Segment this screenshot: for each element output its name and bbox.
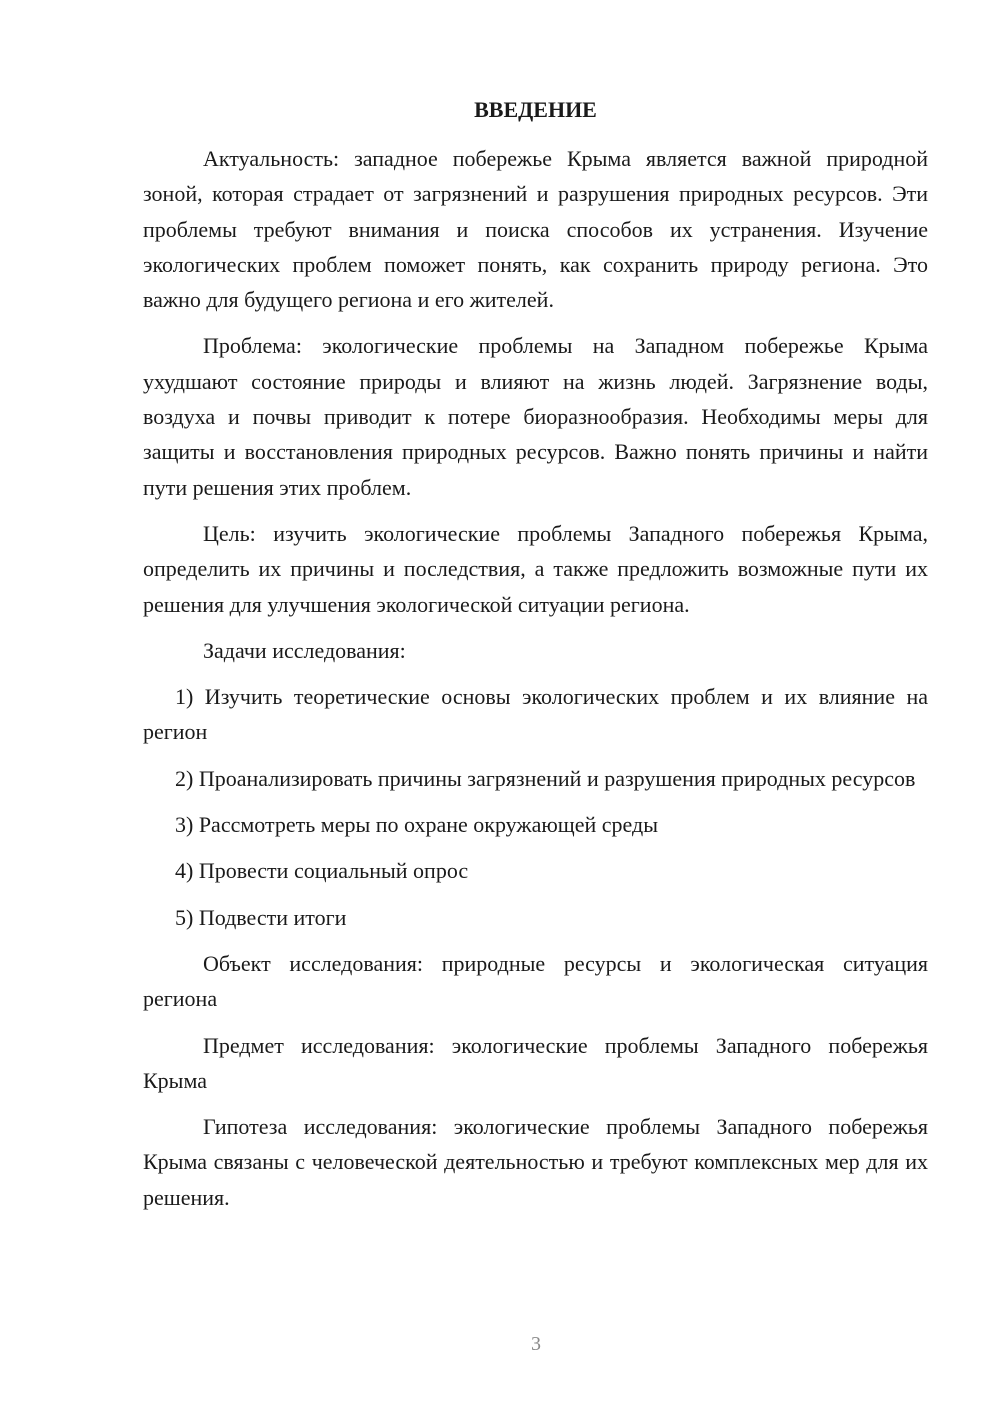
object-paragraph: Объект исследования: природные ресурсы и экологическая ситуация региона [143, 950, 928, 1012]
task-item-1: 1) Изучить теоретические основы экологических проблем и их влияние на регион [143, 684, 928, 745]
problem-paragraph: Проблема: экологические проблемы на Западном побережье Крыма ухудшают состояние природы и влияют на жизнь людей. Загрязнение воды, воздуха и почвы приводит к потере биоразнообразия. Необходимы меры для защиты и восстановления природных ресурсов. Важно понять причины и найти пути решения этих проблем. [143, 333, 928, 500]
page-number: 3 [531, 1333, 541, 1355]
tasks-heading: Задачи исследования: [203, 637, 406, 663]
hypothesis-paragraph: Гипотеза исследования: экологические проблемы Западного побережья Крыма связаны с человеческой деятельностью и требуют комплексных мер для их решения. [143, 1114, 928, 1210]
page-title: ВВЕДЕНИЕ [474, 97, 597, 122]
relevance-paragraph: Актуальность: западное побережье Крыма является важной природной зоной, которая страдает от загрязнений и разрушения природных ресурсов. Эти проблемы требуют внимания и поиска способов их устранения. Изучение экологических проблем поможет понять, как сохранить природу региона. Это важно для будущего региона и его жителей. [143, 146, 928, 313]
task-item-2: 2) Проанализировать причины загрязнений и разрушения природных ресурсов [175, 765, 916, 791]
goal-paragraph: Цель: изучить экологические проблемы Западного побережья Крыма, определить их причины и последствия, а также предложить возможные пути их решения для улучшения экологической ситуации региона. [143, 520, 928, 617]
task-item-3: 3) Рассмотреть меры по охране окружающей среды [175, 812, 658, 838]
task-item-4: 4) Провести социальный опрос [175, 858, 469, 884]
task-item-5: 5) Подвести итоги [175, 904, 347, 930]
subject-paragraph: Предмет исследования: экологические проблемы Западного побережья Крыма [143, 1032, 928, 1093]
document-page [143, 92, 928, 1226]
